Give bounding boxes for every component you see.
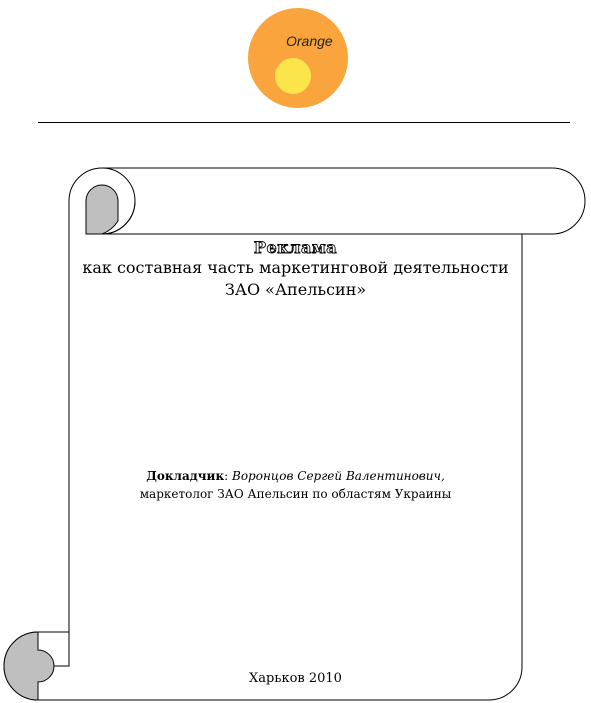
logo-text: Orange — [286, 33, 333, 49]
scroll-top-curl — [86, 185, 118, 234]
speaker-name: Воронцов Сергей Валентинович, — [232, 469, 445, 483]
speaker-colon: : — [224, 469, 229, 483]
title-subtitle: как составная часть маркетинговой деятельности — [82, 258, 509, 277]
speaker-line — [0, 469, 591, 483]
place-year: Харьков 2010 — [249, 671, 342, 686]
title-company: ЗАО «Апельсин» — [224, 280, 367, 299]
scroll-top-roll — [102, 168, 585, 234]
speaker-position: маркетолог ЗАО Апельсин по областям Украины — [139, 487, 452, 501]
title-main: Реклама — [253, 238, 338, 257]
speaker-label: Докладчик — [146, 469, 225, 483]
